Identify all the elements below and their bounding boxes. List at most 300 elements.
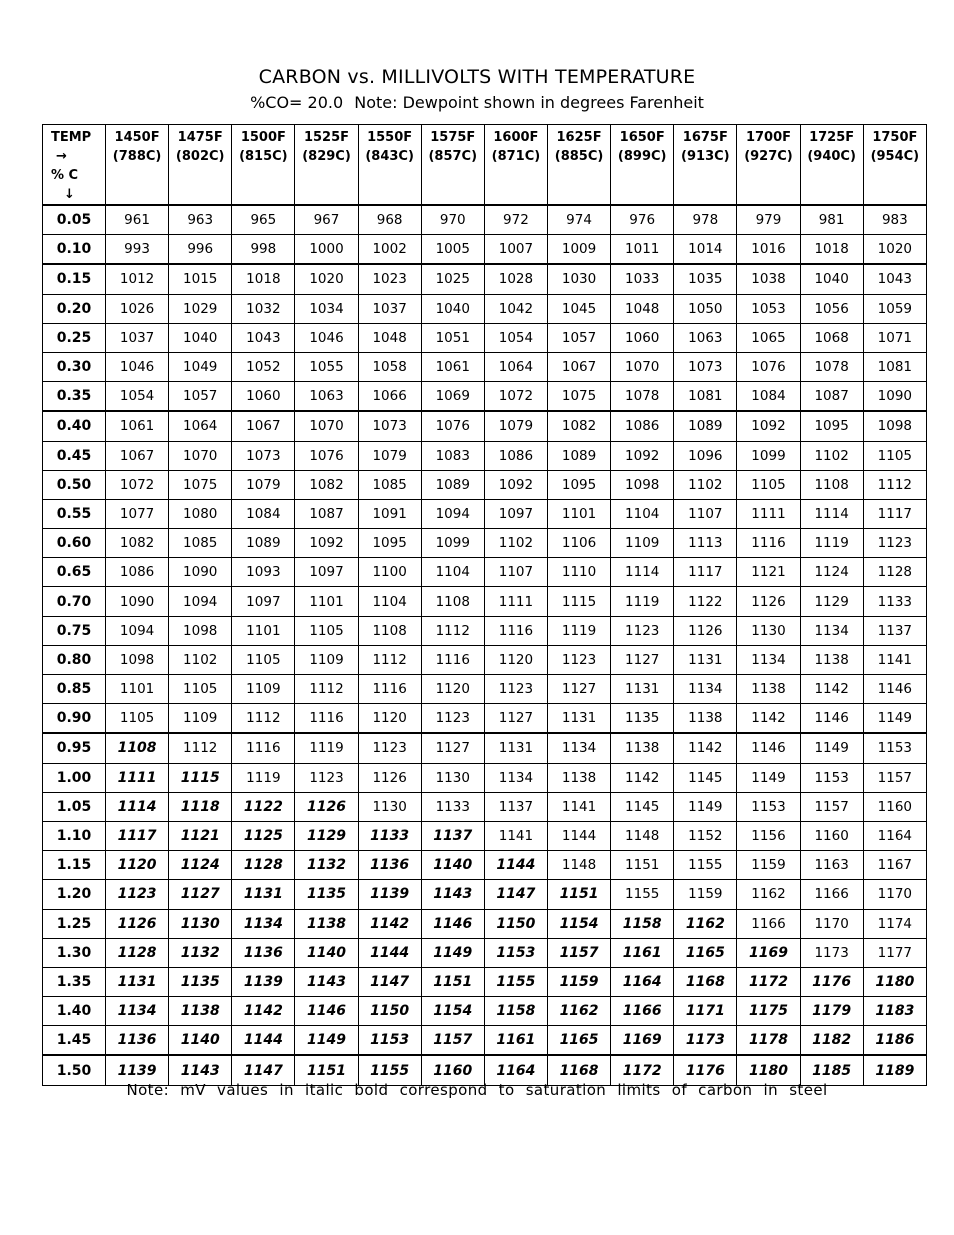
millivolt-cell: 1020 xyxy=(863,235,926,265)
carbon-percent-cell: 1.35 xyxy=(43,967,106,996)
millivolt-cell: 1016 xyxy=(737,235,800,265)
millivolt-cell: 1141 xyxy=(547,792,610,821)
celsius-label: (788C) xyxy=(112,149,162,164)
saturation-millivolt-cell: 1189 xyxy=(863,1055,926,1085)
saturation-millivolt-cell: 1158 xyxy=(484,997,547,1026)
millivolt-cell: 1042 xyxy=(484,294,547,323)
millivolt-cell: 1055 xyxy=(295,352,358,381)
millivolt-cell: 1070 xyxy=(611,352,674,381)
millivolt-cell: 1032 xyxy=(232,294,295,323)
millivolt-cell: 1040 xyxy=(800,264,863,294)
millivolt-cell: 1054 xyxy=(484,323,547,352)
millivolt-cell: 1164 xyxy=(863,821,926,850)
right-arrow-icon: → xyxy=(56,149,67,164)
table-row xyxy=(43,441,927,470)
millivolt-cell: 1148 xyxy=(611,821,674,850)
millivolt-cell: 981 xyxy=(800,205,863,235)
carbon-percent-cell: 0.75 xyxy=(43,616,106,645)
millivolt-cell: 1120 xyxy=(421,675,484,704)
millivolt-cell: 1098 xyxy=(169,616,232,645)
millivolt-cell: 1126 xyxy=(674,616,737,645)
millivolt-cell: 1156 xyxy=(737,821,800,850)
saturation-millivolt-cell: 1147 xyxy=(484,880,547,909)
temp-label: TEMP xyxy=(51,130,92,145)
millivolt-cell: 1014 xyxy=(674,235,737,265)
millivolt-cell: 1134 xyxy=(737,645,800,674)
saturation-millivolt-cell: 1144 xyxy=(358,938,421,967)
saturation-millivolt-cell: 1142 xyxy=(232,997,295,1026)
millivolt-cell: 1167 xyxy=(863,851,926,880)
table-row xyxy=(43,997,927,1026)
millivolt-cell: 1133 xyxy=(863,587,926,616)
saturation-millivolt-cell: 1154 xyxy=(547,909,610,938)
millivolt-cell: 1057 xyxy=(169,382,232,412)
millivolt-cell: 1149 xyxy=(674,792,737,821)
millivolt-cell: 1081 xyxy=(674,382,737,412)
saturation-millivolt-cell: 1169 xyxy=(737,938,800,967)
millivolt-cell: 1056 xyxy=(800,294,863,323)
millivolt-cell: 1070 xyxy=(295,411,358,441)
millivolt-cell: 1137 xyxy=(484,792,547,821)
millivolt-cell: 970 xyxy=(421,205,484,235)
millivolt-cell: 1048 xyxy=(611,294,674,323)
millivolt-cell: 1054 xyxy=(106,382,169,412)
table-row xyxy=(43,352,927,381)
millivolt-cell: 1114 xyxy=(611,558,674,587)
millivolt-cell: 1135 xyxy=(611,704,674,734)
table-row xyxy=(43,733,927,763)
saturation-millivolt-cell: 1160 xyxy=(421,1055,484,1085)
saturation-millivolt-cell: 1176 xyxy=(800,967,863,996)
millivolt-cell: 1045 xyxy=(547,294,610,323)
millivolt-cell: 1141 xyxy=(484,821,547,850)
millivolt-cell: 1029 xyxy=(169,294,232,323)
fahrenheit-label: 1450F xyxy=(114,130,160,145)
millivolt-cell: 1086 xyxy=(484,441,547,470)
millivolt-cell: 1128 xyxy=(863,558,926,587)
celsius-label: (802C) xyxy=(175,149,225,164)
millivolt-cell: 1115 xyxy=(547,587,610,616)
saturation-millivolt-cell: 1168 xyxy=(674,967,737,996)
millivolt-cell: 1166 xyxy=(737,909,800,938)
table-row xyxy=(43,587,927,616)
millivolt-cell: 1063 xyxy=(295,382,358,412)
millivolt-cell: 1119 xyxy=(547,616,610,645)
table-row xyxy=(43,529,927,558)
saturation-millivolt-cell: 1151 xyxy=(421,967,484,996)
millivolt-cell: 1067 xyxy=(232,411,295,441)
carbon-percent-cell: 0.55 xyxy=(43,499,106,528)
millivolt-cell: 1081 xyxy=(863,352,926,381)
millivolt-cell: 1127 xyxy=(484,704,547,734)
fahrenheit-label: 1625F xyxy=(556,130,602,145)
millivolt-cell: 996 xyxy=(169,235,232,265)
millivolt-cell: 1075 xyxy=(169,470,232,499)
millivolt-cell: 1112 xyxy=(421,616,484,645)
millivolt-cell: 968 xyxy=(358,205,421,235)
table-row xyxy=(43,470,927,499)
celsius-label: (954C) xyxy=(870,149,920,164)
millivolt-cell: 976 xyxy=(611,205,674,235)
millivolt-cell: 1112 xyxy=(169,733,232,763)
millivolt-cell: 1099 xyxy=(737,441,800,470)
millivolt-cell: 1009 xyxy=(547,235,610,265)
carbon-percent-cell: 1.40 xyxy=(43,997,106,1026)
table-row xyxy=(43,792,927,821)
table-row xyxy=(43,821,927,850)
footnote: Note: mV values in italic bold correspond to saturation limits of carbon in steel xyxy=(126,1081,828,1099)
celsius-label: (815C) xyxy=(239,149,288,164)
millivolt-cell: 1123 xyxy=(358,733,421,763)
millivolt-cell: 1011 xyxy=(611,235,674,265)
saturation-millivolt-cell: 1182 xyxy=(800,1026,863,1056)
millivolt-cell: 1098 xyxy=(611,470,674,499)
millivolt-cell: 1155 xyxy=(674,851,737,880)
saturation-millivolt-cell: 1172 xyxy=(737,967,800,996)
celsius-label: (871C) xyxy=(491,149,541,164)
saturation-millivolt-cell: 1121 xyxy=(169,821,232,850)
saturation-millivolt-cell: 1132 xyxy=(169,938,232,967)
millivolt-cell: 1104 xyxy=(358,587,421,616)
millivolt-cell: 1094 xyxy=(421,499,484,528)
table-row xyxy=(43,1026,927,1056)
saturation-millivolt-cell: 1126 xyxy=(106,909,169,938)
saturation-millivolt-cell: 1151 xyxy=(547,880,610,909)
celsius-label: (857C) xyxy=(428,149,478,164)
millivolt-cell: 1076 xyxy=(737,352,800,381)
saturation-millivolt-cell: 1150 xyxy=(358,997,421,1026)
table-row xyxy=(43,851,927,880)
saturation-millivolt-cell: 1128 xyxy=(232,851,295,880)
millivolt-cell: 1100 xyxy=(358,558,421,587)
millivolt-cell: 1096 xyxy=(674,441,737,470)
millivolt-cell: 998 xyxy=(232,235,295,265)
millivolt-cell: 1066 xyxy=(358,382,421,412)
millivolt-cell: 1105 xyxy=(232,645,295,674)
millivolt-cell: 1119 xyxy=(232,763,295,792)
millivolt-cell: 1102 xyxy=(484,529,547,558)
saturation-millivolt-cell: 1164 xyxy=(484,1055,547,1085)
millivolt-cell: 1033 xyxy=(611,264,674,294)
temperature-column-header xyxy=(800,125,863,206)
millivolt-cell: 1116 xyxy=(358,675,421,704)
carbon-millivolt-table xyxy=(42,124,927,1086)
carbon-percent-cell: 0.60 xyxy=(43,529,106,558)
millivolt-cell: 1170 xyxy=(800,909,863,938)
millivolt-cell: 1138 xyxy=(800,645,863,674)
millivolt-cell: 1116 xyxy=(421,645,484,674)
millivolt-cell: 1122 xyxy=(674,587,737,616)
carbon-percent-cell: 0.25 xyxy=(43,323,106,352)
carbon-percent-cell: 1.20 xyxy=(43,880,106,909)
millivolt-cell: 1116 xyxy=(295,704,358,734)
millivolt-cell: 1159 xyxy=(674,880,737,909)
millivolt-cell: 1079 xyxy=(484,411,547,441)
millivolt-cell: 1149 xyxy=(863,704,926,734)
millivolt-cell: 1018 xyxy=(232,264,295,294)
millivolt-cell: 1035 xyxy=(674,264,737,294)
saturation-millivolt-cell: 1114 xyxy=(106,792,169,821)
millivolt-cell: 1085 xyxy=(358,470,421,499)
millivolt-cell: 1058 xyxy=(358,352,421,381)
millivolt-cell: 1092 xyxy=(484,470,547,499)
saturation-millivolt-cell: 1165 xyxy=(547,1026,610,1056)
saturation-millivolt-cell: 1137 xyxy=(421,821,484,850)
saturation-millivolt-cell: 1162 xyxy=(674,909,737,938)
table-row xyxy=(43,411,927,441)
saturation-millivolt-cell: 1185 xyxy=(800,1055,863,1085)
millivolt-cell: 1173 xyxy=(800,938,863,967)
saturation-millivolt-cell: 1153 xyxy=(484,938,547,967)
millivolt-cell: 1079 xyxy=(358,441,421,470)
millivolt-cell: 1113 xyxy=(674,529,737,558)
saturation-millivolt-cell: 1135 xyxy=(169,967,232,996)
table-row xyxy=(43,558,927,587)
millivolt-cell: 963 xyxy=(169,205,232,235)
saturation-millivolt-cell: 1171 xyxy=(674,997,737,1026)
carbon-percent-cell: 0.35 xyxy=(43,382,106,412)
millivolt-cell: 1090 xyxy=(106,587,169,616)
temp-carbon-corner-header xyxy=(43,125,106,206)
carbon-percent-cell: 1.25 xyxy=(43,909,106,938)
millivolt-cell: 1134 xyxy=(547,733,610,763)
millivolt-cell: 1102 xyxy=(169,645,232,674)
saturation-millivolt-cell: 1115 xyxy=(169,763,232,792)
millivolt-cell: 1130 xyxy=(358,792,421,821)
millivolt-cell: 1141 xyxy=(863,645,926,674)
millivolt-cell: 1117 xyxy=(674,558,737,587)
saturation-millivolt-cell: 1153 xyxy=(358,1026,421,1056)
millivolt-cell: 1112 xyxy=(358,645,421,674)
millivolt-cell: 1095 xyxy=(800,411,863,441)
millivolt-cell: 1000 xyxy=(295,235,358,265)
millivolt-cell: 1098 xyxy=(106,645,169,674)
saturation-millivolt-cell: 1126 xyxy=(295,792,358,821)
saturation-millivolt-cell: 1117 xyxy=(106,821,169,850)
millivolt-cell: 1101 xyxy=(106,675,169,704)
millivolt-cell: 1101 xyxy=(547,499,610,528)
millivolt-cell: 1061 xyxy=(106,411,169,441)
saturation-millivolt-cell: 1123 xyxy=(106,880,169,909)
saturation-millivolt-cell: 1151 xyxy=(295,1055,358,1085)
millivolt-cell: 1090 xyxy=(169,558,232,587)
millivolt-cell: 1110 xyxy=(547,558,610,587)
millivolt-cell: 1082 xyxy=(295,470,358,499)
millivolt-cell: 1151 xyxy=(611,851,674,880)
saturation-millivolt-cell: 1162 xyxy=(547,997,610,1026)
millivolt-cell: 1090 xyxy=(863,382,926,412)
table-row xyxy=(43,264,927,294)
millivolt-cell: 1142 xyxy=(737,704,800,734)
dewpoint-note: Note: Dewpoint shown in degrees Farenheit xyxy=(354,93,704,112)
saturation-millivolt-cell: 1139 xyxy=(106,1055,169,1085)
millivolt-cell: 1120 xyxy=(358,704,421,734)
millivolt-cell: 1105 xyxy=(737,470,800,499)
millivolt-cell: 1015 xyxy=(169,264,232,294)
saturation-millivolt-cell: 1134 xyxy=(106,997,169,1026)
carbon-label: % C xyxy=(51,168,79,183)
millivolt-cell: 1091 xyxy=(358,499,421,528)
celsius-label: (885C) xyxy=(554,149,604,164)
header-row xyxy=(43,125,927,206)
millivolt-cell: 1102 xyxy=(800,441,863,470)
saturation-millivolt-cell: 1161 xyxy=(611,938,674,967)
millivolt-cell: 1087 xyxy=(800,382,863,412)
millivolt-cell: 1105 xyxy=(169,675,232,704)
celsius-label: (940C) xyxy=(807,149,856,164)
down-arrow-icon: ↓ xyxy=(64,187,75,202)
carbon-percent-cell: 0.65 xyxy=(43,558,106,587)
millivolt-cell: 1073 xyxy=(232,441,295,470)
saturation-millivolt-cell: 1139 xyxy=(358,880,421,909)
saturation-millivolt-cell: 1168 xyxy=(547,1055,610,1085)
saturation-millivolt-cell: 1136 xyxy=(232,938,295,967)
millivolt-cell: 1131 xyxy=(484,733,547,763)
millivolt-cell: 1046 xyxy=(295,323,358,352)
millivolt-cell: 1159 xyxy=(737,851,800,880)
millivolt-cell: 1085 xyxy=(169,529,232,558)
millivolt-cell: 1155 xyxy=(611,880,674,909)
table-body xyxy=(43,205,927,1085)
millivolt-cell: 1067 xyxy=(106,441,169,470)
saturation-millivolt-cell: 1138 xyxy=(295,909,358,938)
millivolt-cell: 1084 xyxy=(232,499,295,528)
millivolt-cell: 1149 xyxy=(737,763,800,792)
millivolt-cell: 1025 xyxy=(421,264,484,294)
table-row xyxy=(43,704,927,734)
millivolt-cell: 1078 xyxy=(611,382,674,412)
millivolt-cell: 1077 xyxy=(106,499,169,528)
millivolt-cell: 1146 xyxy=(863,675,926,704)
temperature-column-header xyxy=(232,125,295,206)
temperature-column-header xyxy=(106,125,169,206)
millivolt-cell: 1157 xyxy=(800,792,863,821)
millivolt-cell: 1053 xyxy=(737,294,800,323)
millivolt-cell: 1123 xyxy=(295,763,358,792)
millivolt-cell: 1112 xyxy=(863,470,926,499)
saturation-millivolt-cell: 1127 xyxy=(169,880,232,909)
millivolt-cell: 1092 xyxy=(611,441,674,470)
millivolt-cell: 1089 xyxy=(232,529,295,558)
millivolt-cell: 1146 xyxy=(737,733,800,763)
millivolt-cell: 1104 xyxy=(421,558,484,587)
temperature-column-header xyxy=(611,125,674,206)
saturation-millivolt-cell: 1169 xyxy=(611,1026,674,1056)
millivolt-cell: 1119 xyxy=(800,529,863,558)
millivolt-cell: 1048 xyxy=(358,323,421,352)
millivolt-cell: 1149 xyxy=(800,733,863,763)
millivolt-cell: 1127 xyxy=(611,645,674,674)
millivolt-cell: 1020 xyxy=(295,264,358,294)
carbon-percent-cell: 1.05 xyxy=(43,792,106,821)
celsius-label: (913C) xyxy=(681,149,730,164)
fahrenheit-label: 1725F xyxy=(809,130,855,145)
millivolt-cell: 1153 xyxy=(863,733,926,763)
millivolt-cell: 1026 xyxy=(106,294,169,323)
millivolt-cell: 1064 xyxy=(169,411,232,441)
saturation-millivolt-cell: 1176 xyxy=(674,1055,737,1085)
carbon-percent-cell: 1.15 xyxy=(43,851,106,880)
saturation-millivolt-cell: 1146 xyxy=(421,909,484,938)
millivolt-cell: 1112 xyxy=(295,675,358,704)
saturation-millivolt-cell: 1131 xyxy=(232,880,295,909)
millivolt-cell: 1060 xyxy=(232,382,295,412)
carbon-percent-cell: 0.80 xyxy=(43,645,106,674)
saturation-millivolt-cell: 1157 xyxy=(421,1026,484,1056)
millivolt-cell: 1059 xyxy=(863,294,926,323)
fahrenheit-label: 1600F xyxy=(493,130,539,145)
saturation-millivolt-cell: 1183 xyxy=(863,997,926,1026)
millivolt-cell: 1157 xyxy=(863,763,926,792)
millivolt-cell: 1095 xyxy=(547,470,610,499)
millivolt-cell: 1102 xyxy=(674,470,737,499)
saturation-millivolt-cell: 1180 xyxy=(863,967,926,996)
millivolt-cell: 1101 xyxy=(295,587,358,616)
saturation-millivolt-cell: 1144 xyxy=(484,851,547,880)
carbon-percent-cell: 0.50 xyxy=(43,470,106,499)
temperature-column-header xyxy=(295,125,358,206)
saturation-millivolt-cell: 1150 xyxy=(484,909,547,938)
millivolt-cell: 1106 xyxy=(547,529,610,558)
saturation-millivolt-cell: 1173 xyxy=(674,1026,737,1056)
millivolt-cell: 1108 xyxy=(358,616,421,645)
temperature-column-header xyxy=(547,125,610,206)
millivolt-cell: 1098 xyxy=(863,411,926,441)
table-row xyxy=(43,294,927,323)
millivolt-cell: 1131 xyxy=(674,645,737,674)
saturation-millivolt-cell: 1128 xyxy=(106,938,169,967)
saturation-millivolt-cell: 1111 xyxy=(106,763,169,792)
carbon-percent-cell: 0.95 xyxy=(43,733,106,763)
millivolt-cell: 979 xyxy=(737,205,800,235)
millivolt-cell: 1111 xyxy=(484,587,547,616)
fahrenheit-label: 1500F xyxy=(240,130,286,145)
carbon-percent-cell: 1.45 xyxy=(43,1026,106,1056)
millivolt-cell: 1131 xyxy=(547,704,610,734)
saturation-millivolt-cell: 1140 xyxy=(169,1026,232,1056)
millivolt-cell: 1092 xyxy=(737,411,800,441)
millivolt-cell: 1005 xyxy=(421,235,484,265)
table-row xyxy=(43,616,927,645)
saturation-millivolt-cell: 1122 xyxy=(232,792,295,821)
millivolt-cell: 1057 xyxy=(547,323,610,352)
millivolt-cell: 1108 xyxy=(421,587,484,616)
millivolt-cell: 1170 xyxy=(863,880,926,909)
millivolt-cell: 1023 xyxy=(358,264,421,294)
millivolt-cell: 1093 xyxy=(232,558,295,587)
saturation-millivolt-cell: 1140 xyxy=(295,938,358,967)
millivolt-cell: 1105 xyxy=(106,704,169,734)
millivolt-cell: 1138 xyxy=(674,704,737,734)
carbon-percent-cell: 0.30 xyxy=(43,352,106,381)
millivolt-cell: 1068 xyxy=(800,323,863,352)
millivolt-cell: 1082 xyxy=(547,411,610,441)
millivolt-cell: 1145 xyxy=(611,792,674,821)
millivolt-cell: 1037 xyxy=(106,323,169,352)
millivolt-cell: 1177 xyxy=(863,938,926,967)
millivolt-cell: 1123 xyxy=(863,529,926,558)
millivolt-cell: 961 xyxy=(106,205,169,235)
millivolt-cell: 1089 xyxy=(674,411,737,441)
millivolt-cell: 1145 xyxy=(674,763,737,792)
fahrenheit-label: 1525F xyxy=(303,130,350,145)
saturation-millivolt-cell: 1129 xyxy=(295,821,358,850)
millivolt-cell: 1109 xyxy=(295,645,358,674)
saturation-millivolt-cell: 1166 xyxy=(611,997,674,1026)
millivolt-cell: 1142 xyxy=(611,763,674,792)
millivolt-cell: 1116 xyxy=(484,616,547,645)
millivolt-cell: 972 xyxy=(484,205,547,235)
